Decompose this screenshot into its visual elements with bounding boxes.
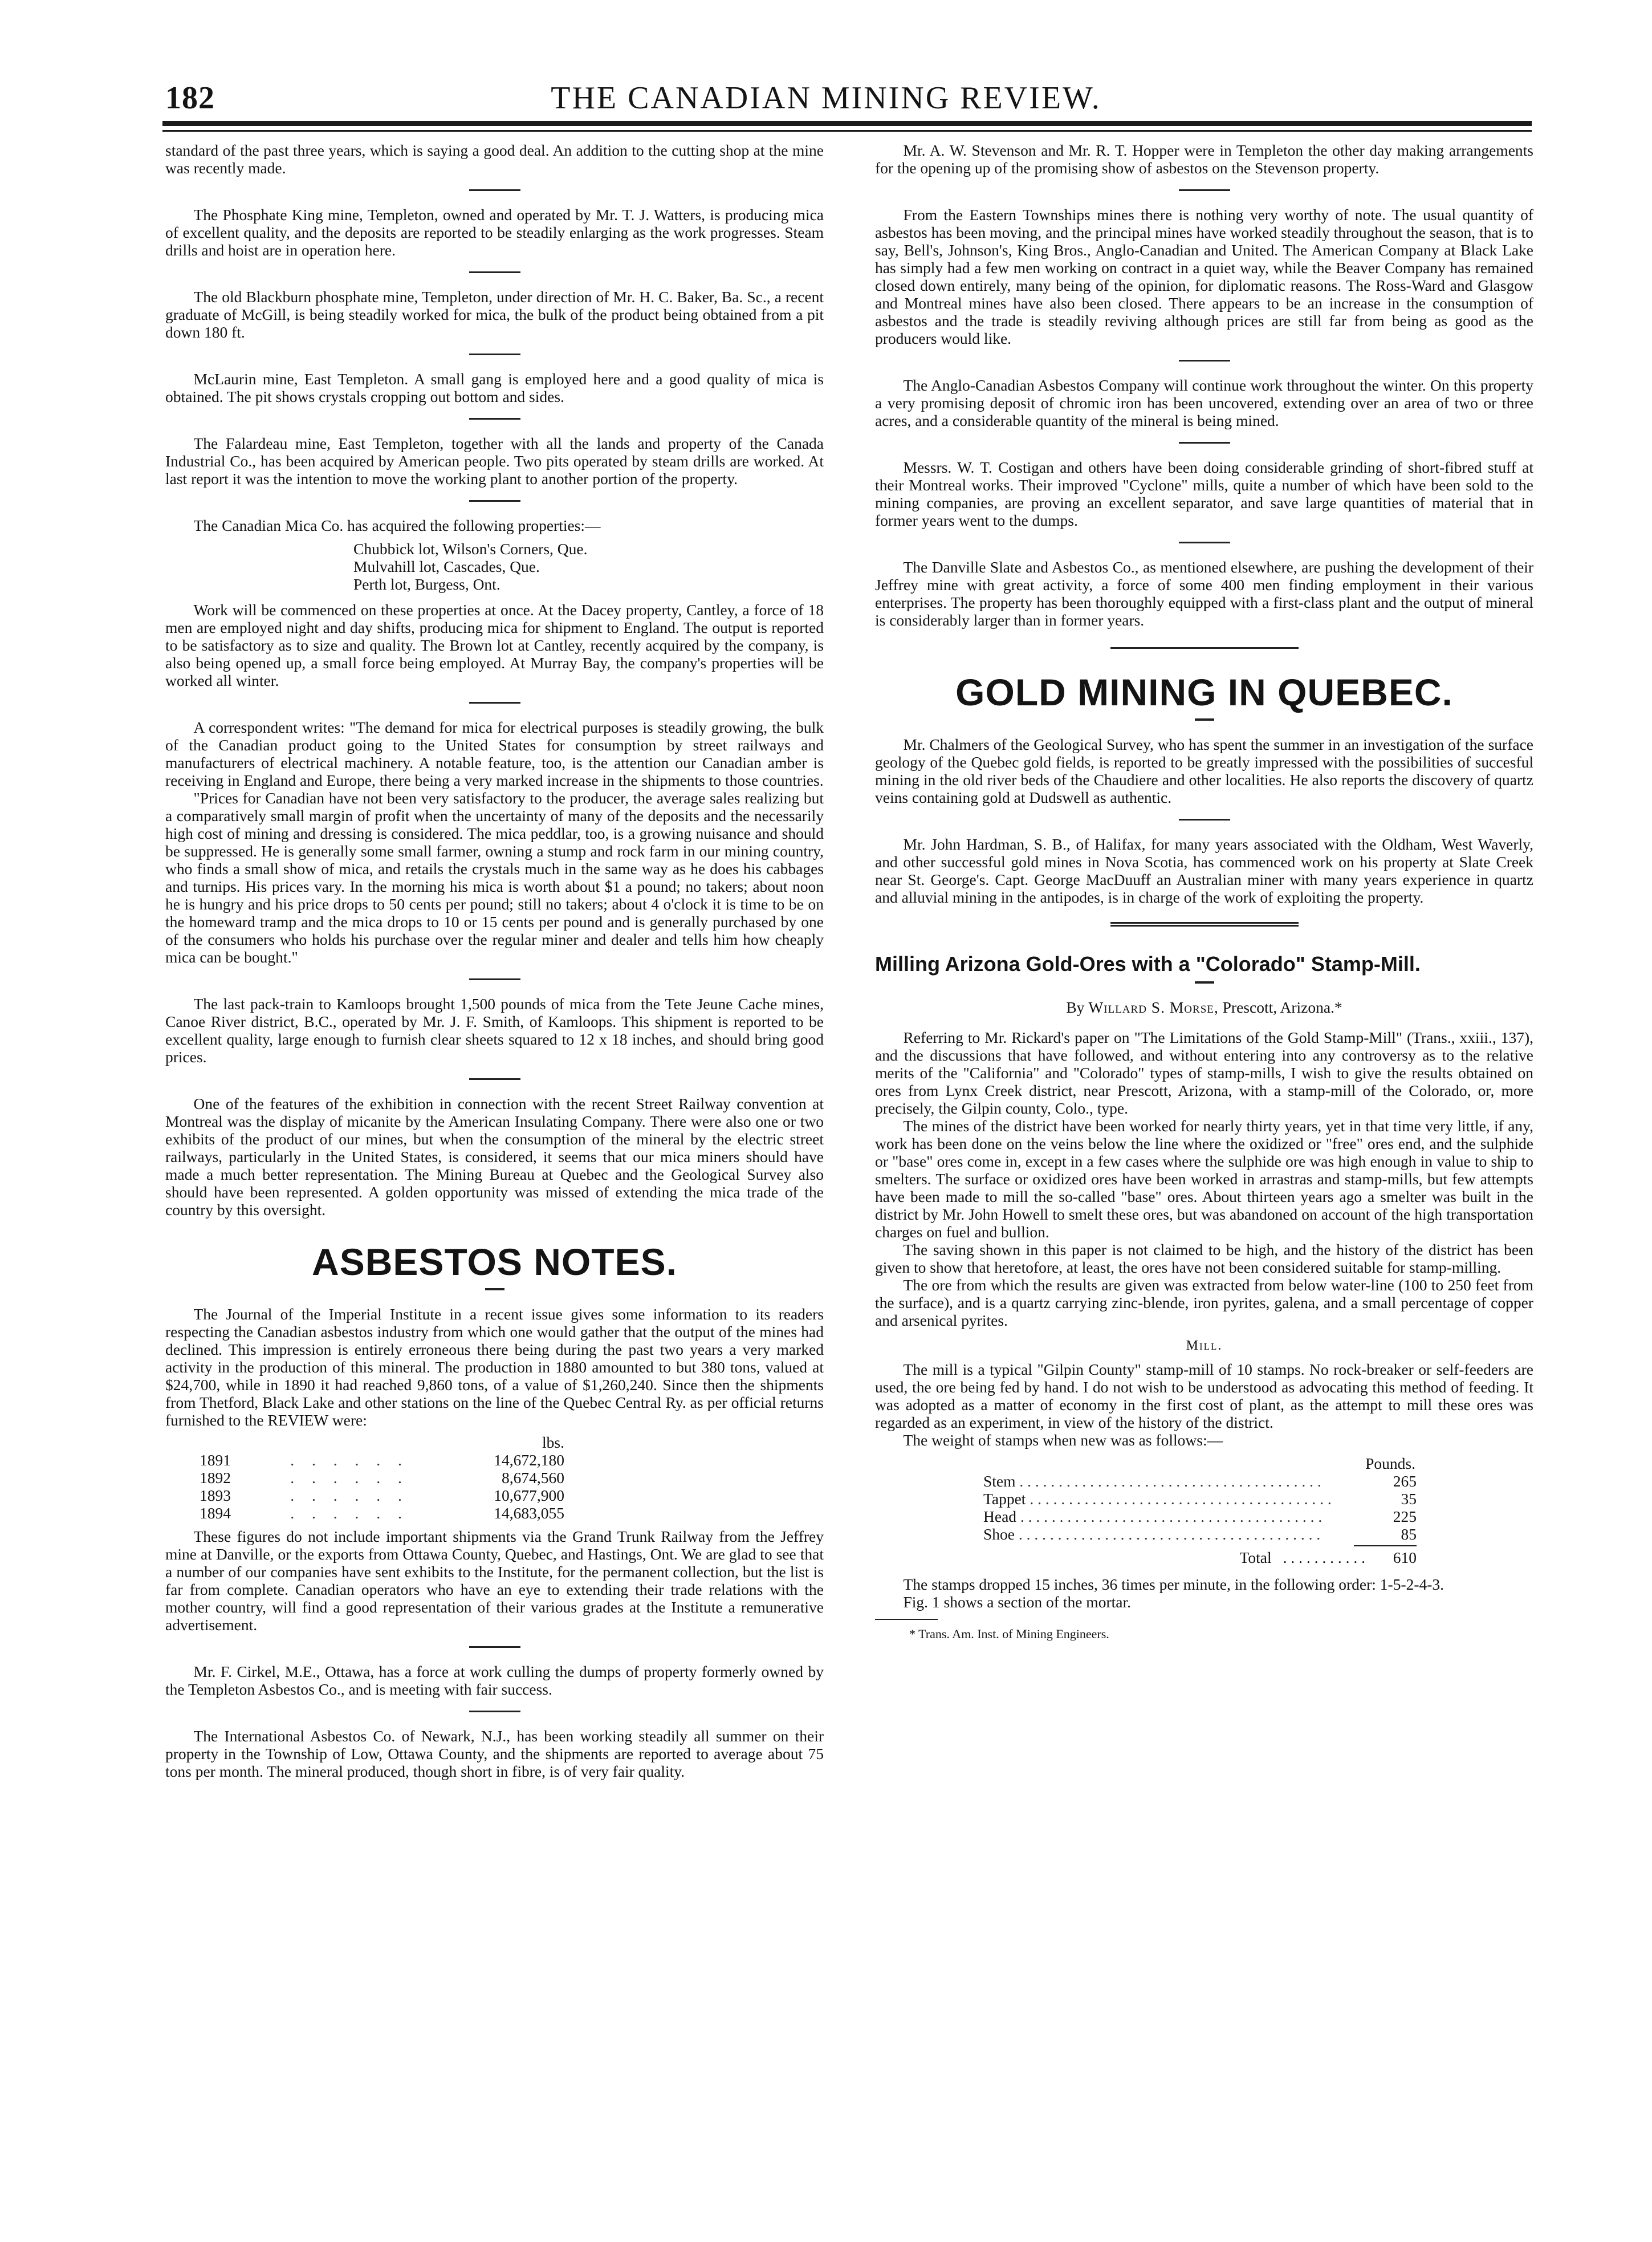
right-column — [875, 141, 1533, 1642]
paragraph: Mr. Chalmers of the Geological Survey, who has spent the summer in an investigation of the surface geology of the Quebec gold fields, is reported to be greatly impressed with the possibilities of succesful mining in the old river beds of the Chaudiere and other localities. He also reports the discovery of quartz veins containing gold at Dudswell as authentic. — [875, 736, 1533, 806]
page-number: 182 — [165, 80, 215, 116]
unit-label: Pounds. — [1365, 1455, 1415, 1472]
table-row: 1891 . . . . . . 14,672,180 — [200, 1451, 564, 1469]
paragraph: The saving shown in this paper is not claimed to be high, and the history of the district has been given to show that heretofore, at least, the ores have not been considered suitable for stamp-milling. — [875, 1241, 1533, 1276]
paragraph: A correspondent writes: "The demand for mica for electrical purposes is steadily growing, the bulk of the Canadian product going to the United States for consumption by street railways and manufacturers of electrical machinery. A notable feature, too, is the attention our Canadian amber is receiving in England and Europe, there being a very marked increase in the shipments to those countries. — [165, 718, 824, 789]
table-row — [983, 1472, 1417, 1490]
paragraph: The mill is a typical "Gilpin County" stamp-mill of 10 stamps. No rock-breaker or self-feeders are used, the ore being fed by hand. I do not wish to be understood as advocating this method of feeding. It was adopted as a matter of economy in the first cost of plant, as the attempt to mill these ores was regarded as an experiment, in view of the history of the district. — [875, 1360, 1533, 1431]
section-separator — [1110, 925, 1299, 927]
paragraph: standard of the past three years, which is saying a good deal. An addition to the cutting shop at the mine was recently made. — [165, 141, 824, 177]
separator — [1179, 442, 1230, 444]
lbs-cell: 14,672,180 — [494, 1451, 564, 1469]
separator — [469, 1711, 520, 1712]
year-cell: 1893 — [200, 1486, 231, 1504]
separator — [1179, 819, 1230, 821]
footnote: * Trans. Am. Inst. of Mining Engineers. — [909, 1627, 1109, 1641]
section-separator — [1110, 647, 1299, 649]
property-list — [353, 540, 824, 593]
paragraph: From the Eastern Townships mines there is nothing very worthy of note. The usual quantity of asbestos has been moving, and the principal mines have worked steadily throughout the season, that is to say, Bell's, Johnson's, King Bros., Anglo-Canadian and United. The American Company at Black Lake has simply had a few men working on contract in a quiet way, while the Beaver Company has remained closed down entirely, many being of the opinion, for diplomatic reasons. The Ross-Ward and Glasgow and Montreal mines have also been closed. There appears to be an increase in the consumption of asbestos and the trade is steadily reviving although prices are still far from being as good as the producers would like. — [875, 206, 1533, 347]
paragraph: The International Asbestos Co. of Newark, N.J., has been working steadily all summer on their property in the Township of Low, Ottawa County, and the shipments are reported to average about 75 tons per month. The mineral produced, though short in fibre, is of very fair quality. — [165, 1727, 824, 1780]
pounds-cell: 35 — [1401, 1490, 1417, 1508]
paragraph: Mr. F. Cirkel, M.E., Ottawa, has a force at work culling the dumps of property formerly owned by the Templeton Asbestos Co., and is meeting with fair success. — [165, 1663, 824, 1698]
separator — [1179, 189, 1230, 191]
footnote-rule — [875, 1619, 938, 1620]
list-item: Mulvahill lot, Cascades, Que. — [353, 558, 540, 575]
paragraph: The Danville Slate and Asbestos Co., as mentioned elsewhere, are pushing the development of their Jeffrey mine with great activity, a force of some 400 men finding employment in their various enterprises. The property has been thoroughly equipped with a first-class plant and the output of mineral is considerably larger than in former years. — [875, 558, 1533, 629]
separator — [469, 1646, 520, 1648]
heading-rule — [1195, 981, 1214, 984]
article-title: Milling Arizona Gold-Ores with a "Colorado" Stamp-Mill. — [875, 952, 1421, 976]
section-separator — [1110, 922, 1299, 924]
list-item: Chubbick lot, Wilson's Corners, Que. — [353, 540, 588, 558]
heading-rule — [485, 1288, 504, 1290]
paragraph: The stamps dropped 15 inches, 36 times per minute, in the following order: 1-5-2-4-3. — [903, 1575, 1445, 1593]
table-row: 1893 . . . . . . 10,677,900 — [200, 1486, 564, 1504]
year-cell: 1894 — [200, 1504, 231, 1522]
asbestos-heading: ASBESTOS NOTES. — [312, 1241, 677, 1283]
part-cell: Tappet . . . — [983, 1490, 1365, 1508]
paragraph: "Prices for Canadian have not been very satisfactory to the producer, the average sales realizing but a comparatively small margin of profit when the uncertainty of many of the deposits and the necessarily high cost of mining and dressing is considered. The mica peddlar, too, is a growing nuisance and should be suppressed. He is generally some small farmer, owning a stump and rock farm in our mining country, who finds a small show of mica, and retails the crystals much in the same way as he does his cabbages and turnips. His prices vary. In the morning his mica is worth about $1 a pound; no takers; about noon he is hungry and his price drops to 50 cents per pound; still no takers; about 4 o'clock it is time to be on the homeward tramp and the mica drops to 10 or 15 cents per pound and is generally purchased by one of the consumers who holds his purchase over the regular miner and dealer and tells him how cheaply mica can be bought." — [165, 789, 824, 966]
list-item: Perth lot, Burgess, Ont. — [353, 575, 501, 593]
running-head: THE CANADIAN MINING REVIEW. — [551, 80, 1101, 116]
pounds-cell: 85 — [1401, 1525, 1417, 1543]
separator — [469, 1078, 520, 1080]
table-header-row — [200, 1433, 564, 1451]
paragraph: The Falardeau mine, East Templeton, together with all the lands and property of the Canada Industrial Co., has been acquired by American people. Two pits operated by steam drills are worked. At last report it was the intention to move the working plant to another portion of the property. — [165, 434, 824, 488]
separator — [469, 189, 520, 191]
paragraph: The last pack-train to Kamloops brought 1,500 pounds of mica from the Tete Jeune Cache mines, Canoe River district, B.C., operated by Mr. J. F. Smith, of Kamloops. This shipment is reported to be excellent quality, large enough to furnish clear sheets squared to 12 x 18 inches, and should bring good prices. — [165, 995, 824, 1066]
paragraph: Mr. John Hardman, S. B., of Halifax, for many years associated with the Oldham, West Waverly, and other successful gold mines in Nova Scotia, has commenced work on his property at Slate Creek near St. George's. Capt. George MacDuuff an Australian miner with many years experience in quartz and alluvial mining in the antipodes, is in charge of the work of exploiting the property. — [875, 835, 1533, 906]
paragraph: The Anglo-Canadian Asbestos Company will continue work throughout the winter. On this property a very promising deposit of chromic iron has been uncovered, extending over an area of two or three acres, and a considerable quantity of the mineral is being mined. — [875, 376, 1533, 429]
total-label: Total — [1239, 1549, 1272, 1566]
paragraph: The Phosphate King mine, Templeton, owned and operated by Mr. T. J. Watters, is producing mica of excellent quality, and the deposits are reported to be steadily enlarging as the work progresses. Steam drills and hoist are in operation here. — [165, 206, 824, 259]
byline-name: Willard S. Morse, — [1088, 998, 1219, 1016]
total-dots: . . . . . . . . . . . — [1283, 1549, 1365, 1566]
paragraph: The old Blackburn phosphate mine, Templeton, under direction of Mr. H. C. Baker, Ba. Sc., a recent graduate of McGill, is being steadily worked for mica, the bulk of the product being obtained from a pit down 180 ft. — [165, 288, 824, 341]
left-column — [165, 141, 824, 1780]
paragraph: Referring to Mr. Rickard's paper on "The Limitations of the Gold Stamp-Mill" (Trans., xxiii., 137), and the discussions that have followed, and without entering into any controversy as to the relative merits of the "California" and "Colorado" types of stamp-mills, I wish to give the results obtained on ores from Lynx Creek district, near Prescott, Arizona, with a stamp-mill of the Colorado, or, more precisely, the Gilpin county, Colo., type. — [875, 1029, 1533, 1117]
stamp-weight-table — [983, 1455, 1417, 1566]
part-cell: Shoe . . . — [983, 1525, 1365, 1543]
paragraph: Mr. A. W. Stevenson and Mr. R. T. Hopper were in Templeton the other day making arrangements for the opening up of the promising show of asbestos on the Stevenson property. — [875, 141, 1533, 177]
table-row — [983, 1508, 1417, 1525]
heading-rule — [1195, 718, 1214, 721]
paragraph: Work will be commenced on these properties at once. At the Dacey property, Cantley, a force of 18 men are employed night and day shifts, producing mica for shipment to England. The output is reported to be satisfactory as to size and quality. The Brown lot at Cantley, recently acquired by the company, is also being opened up, a small force being employed. At Murray Bay, the company's properties will be worked all winter. — [165, 601, 824, 689]
paragraph: One of the features of the exhibition in connection with the recent Street Railway convention at Montreal was the display of micanite by the American Insulating Company. There were also one or two exhibits of the product of our mines, but when the consumption of the mineral by the electric street railways, particularly in the United States, is considered, it seems that our mica miners should have made a much better representation. The Mining Bureau at Quebec and the Geological Survey also should have been represented. A golden opportunity was missed of extending the mica trade of the country by this oversight. — [165, 1095, 824, 1219]
part-cell: Stem . . . — [983, 1472, 1365, 1490]
paragraph: McLaurin mine, East Templeton. A small gang is employed here and a good quality of mica is obtained. The pit shows crystals cropping out bottom and sides. — [165, 370, 824, 405]
table-row — [983, 1525, 1417, 1543]
paragraph: The weight of stamps when new was as follows:— — [903, 1431, 1223, 1449]
separator — [469, 702, 520, 704]
header-rule-thick — [162, 121, 1532, 126]
year-cell: 1891 — [200, 1451, 231, 1469]
separator — [1179, 542, 1230, 543]
pounds-cell: 225 — [1393, 1508, 1417, 1525]
paragraph: These figures do not include important shipments via the Grand Trunk Railway from the Jeffrey mine at Danville, or the exports from Ottawa County, Quebec, and Hastings, Ont. We are glad to see that a number of our companies have sent exhibits to the Institute, for the permanent collection, but the list is far from complete. Canadian operators who have an eye to extending their trade relations with the mother country, will find a good representation of their various grades at the Institute a remunerative advertisement. — [165, 1528, 824, 1634]
unit-label: lbs. — [542, 1433, 564, 1451]
gold-mining-heading: GOLD MINING IN QUEBEC. — [955, 671, 1453, 713]
table-row: 1894 . . . . . . 14,683,055 — [200, 1504, 564, 1522]
paragraph: The Canadian Mica Co. has acquired the following properties:— — [193, 517, 601, 534]
table-row — [983, 1490, 1417, 1508]
lbs-cell: 8,674,560 — [502, 1469, 564, 1486]
separator — [1179, 360, 1230, 362]
year-cell: 1892 — [200, 1469, 231, 1486]
paragraph: Messrs. W. T. Costigan and others have been doing considerable grinding of short-fibred stuff at their Montreal works. Their improved "Cyclone" mills, quite a number of which have been sold to the mining companies, are proving an excellent separator, and save large quantities of material that in former years went to the dumps. — [875, 458, 1533, 529]
total-row — [983, 1549, 1417, 1566]
paragraph: The Journal of the Imperial Institute in a recent issue gives some information to its readers respecting the Canadian asbestos industry from which one would gather that the output of the mines had declined. This impression is entirely erroneous there being during the past two years a very marked activity in the production of this mineral. The production in 1880 amounted to but 380 tons, valued at $24,700, while in 1890 it had reached 9,860 tons, of a value of $1,260,240. Since then the shipments from Thetford, Black Lake and other stations on the line of the Quebec Central Ry. as per official returns furnished to the REVIEW were: — [165, 1305, 824, 1429]
separator — [469, 500, 520, 502]
separator — [469, 354, 520, 355]
separator — [469, 978, 520, 980]
mill-heading: Mill. — [1186, 1338, 1223, 1353]
total-rule — [1354, 1545, 1417, 1546]
paragraph: The ore from which the results are given was extracted from below water-line (100 to 250 feet from the surface), and is a quartz carrying zinc-blende, iron pyrites, galena, and a small percentage of copper and arsenical pyrites. — [875, 1276, 1533, 1329]
byline-place: Prescott, Arizona.* — [1222, 998, 1342, 1016]
pounds-cell: 265 — [1393, 1472, 1417, 1490]
byline — [875, 998, 1533, 1016]
byline-by: By — [1066, 998, 1085, 1016]
paragraph: The mines of the district have been worked for nearly thirty years, yet in that time very little, if any, work has been done on the veins below the line where the oxidized or "free" ores end, and the sulphide or "base" ores come in, except in a few cases where the sulphide ore was high enough in value to ship to smelters. The surface or oxidized ores have been worked in arrastras and stamp-mills, but few attempts have been made to mill the so-called "base" ores. About thirteen years ago a smelter was built in the district by Mr. John Howell to smelt these ores, but was abandoned on account of the high transportation charges on fuel and bullion. — [875, 1117, 1533, 1241]
separator — [469, 418, 520, 420]
paragraph: Fig. 1 shows a section of the mortar. — [903, 1593, 1131, 1611]
table-row: 1892 . . . . . . 8,674,560 — [200, 1469, 564, 1486]
lbs-cell: 10,677,900 — [494, 1486, 564, 1504]
separator — [469, 271, 520, 273]
lbs-cell: 14,683,055 — [494, 1504, 564, 1522]
header-rule-thin — [162, 130, 1532, 132]
total-value: 610 — [1393, 1549, 1417, 1566]
part-cell: Head . . . — [983, 1508, 1365, 1525]
shipments-table — [200, 1433, 564, 1522]
